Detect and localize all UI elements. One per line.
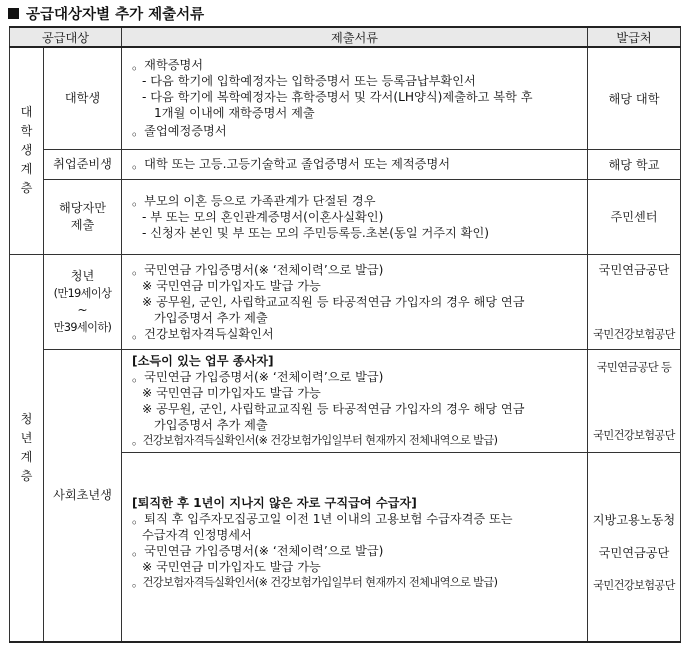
group-char: 층 xyxy=(20,181,33,196)
doc-line: ※ 공무원, 군인, 사립학교교직원 등 타공적연금 가입자의 경우 해당 연금 xyxy=(142,401,525,416)
doc-line: 1개월 이내에 재학증명서 제출 xyxy=(154,106,315,121)
group-char: 년 xyxy=(20,430,33,445)
group-char: 학 xyxy=(20,124,33,139)
doc-line: 가입증명서 추가 제출 xyxy=(154,310,268,325)
doc-line: 。부모의 이혼 등으로 가족관계가 단절된 경우 xyxy=(132,193,376,208)
category-student: 대학생 xyxy=(44,47,122,149)
group-char: 생 xyxy=(20,143,33,158)
table-row xyxy=(10,47,681,149)
group-char: 층 xyxy=(20,468,33,483)
table-header-row xyxy=(10,27,681,47)
table-row xyxy=(10,349,681,452)
doc-line: ※ 국민연금 미가입자도 발급 가능 xyxy=(142,278,321,293)
doc-line: 수급자격 인정명세서 xyxy=(142,527,252,542)
doc-line: 。건강보험자격득실확인서(※ 건강보험가입일부터 현재까지 전체내역으로 발급) xyxy=(132,575,498,589)
issuer-newcomer-workers xyxy=(588,349,681,452)
group-youth xyxy=(10,254,44,642)
doc-line: 。건강보험자격득실확인서(※ 건강보험가입일부터 현재까지 전체내역으로 발급) xyxy=(132,433,498,447)
docs-youth xyxy=(122,254,588,349)
category-line: 청년 xyxy=(70,268,95,283)
doc-line: ※ 공무원, 군인, 사립학교교직원 등 타공적연금 가입자의 경우 해당 연금 xyxy=(142,294,525,309)
issuer-jobseeker: 해당 학교 xyxy=(588,149,681,179)
doc-line: - 다음 학기에 입학예정자는 입학증명서 또는 등록금납부확인서 xyxy=(142,74,476,89)
doc-line: ※ 국민연금 미가입자도 발급 가능 xyxy=(142,385,321,400)
doc-line: 。졸업예정증명서 xyxy=(132,124,227,139)
doc-line: 。국민연금 가입증명서(※ ‘전체이력’으로 발급) xyxy=(132,369,384,384)
square-bullet-icon xyxy=(8,8,19,19)
issuer-youth xyxy=(588,254,681,349)
category-line: 제출 xyxy=(70,217,95,232)
category-jobseeker: 취업준비생 xyxy=(44,149,122,179)
doc-line: - 부 또는 모의 혼인관계증명서(이혼사실확인) xyxy=(142,209,384,224)
group-char: 청 xyxy=(20,411,33,426)
table-row xyxy=(10,179,681,254)
docs-student xyxy=(122,47,588,149)
issuer-line: 국민연금공단 xyxy=(598,545,670,560)
group-char: 대 xyxy=(20,105,33,120)
section-title-text: 공급대상자별 추가 제출서류 xyxy=(26,6,205,23)
category-line: 해당자만 xyxy=(58,200,107,215)
category-line: (만19세이상 xyxy=(53,286,112,300)
category-line: ~ xyxy=(77,302,88,317)
issuer-line: 지방고용노동청 xyxy=(592,512,676,527)
group-char: 계 xyxy=(20,162,33,177)
doc-line: 。대학 또는 고등.고등기술학교 졸업증명서 또는 제적증명서 xyxy=(132,157,450,171)
issuer-line: 국민건강보험공단 xyxy=(593,328,675,341)
group-char: 계 xyxy=(20,449,33,464)
doc-line: 。국민연금 가입증명서(※ ‘전체이력’으로 발급) xyxy=(132,543,384,558)
issuer-student: 해당 대학 xyxy=(588,47,681,149)
docs-newcomer-retirees xyxy=(122,452,588,642)
doc-line: 。국민연금 가입증명서(※ ‘전체이력’으로 발급) xyxy=(132,262,384,277)
doc-line: - 신청자 본인 및 부 또는 모의 주민등록등.초본(동일 거주지 확인) xyxy=(142,225,489,240)
issuer-newcomer-retirees xyxy=(588,452,681,642)
docs-newcomer-workers xyxy=(122,349,588,452)
documents-table xyxy=(9,26,681,643)
doc-line: ※ 국민연금 미가입자도 발급 가능 xyxy=(142,559,321,574)
section-heading: [소득이 있는 업무 종사자] xyxy=(132,353,274,368)
category-line: 만39세이하) xyxy=(53,320,112,334)
issuer-line: 국민연금공단 xyxy=(598,263,670,277)
group-university xyxy=(10,47,44,254)
header-docs: 제출서류 xyxy=(122,27,588,47)
category-newcomer: 사회초년생 xyxy=(44,349,122,642)
issuer-line: 국민건강보험공단 xyxy=(593,428,675,442)
header-issuer: 발급처 xyxy=(588,27,681,47)
category-youth xyxy=(44,254,122,349)
category-applicable xyxy=(44,179,122,254)
docs-applicable xyxy=(122,179,588,254)
section-title xyxy=(8,3,204,23)
doc-line: 。건강보험자격득실확인서 xyxy=(132,326,274,341)
table-row xyxy=(10,254,681,349)
doc-line: 。퇴직 후 입주자모집공고일 이전 1년 이내의 고용보험 수급자격증 또는 xyxy=(132,511,513,526)
table-row xyxy=(10,149,681,179)
issuer-applicable: 주민센터 xyxy=(588,179,681,254)
doc-line: - 다음 학기에 복학예정자는 휴학증명서 및 각서(LH양식)제출하고 복학 후 xyxy=(142,90,533,105)
issuer-line: 국민연금공단 등 xyxy=(596,360,672,374)
doc-line: 가입증명서 추가 제출 xyxy=(154,417,268,432)
header-target: 공급대상 xyxy=(10,27,122,47)
doc-line: 。재학증명서 xyxy=(132,58,204,73)
issuer-line: 국민건강보험공단 xyxy=(593,578,675,592)
docs-jobseeker xyxy=(122,149,588,179)
section-heading: [퇴직한 후 1년이 지나지 않은 자로 구직급여 수급자] xyxy=(132,495,417,510)
